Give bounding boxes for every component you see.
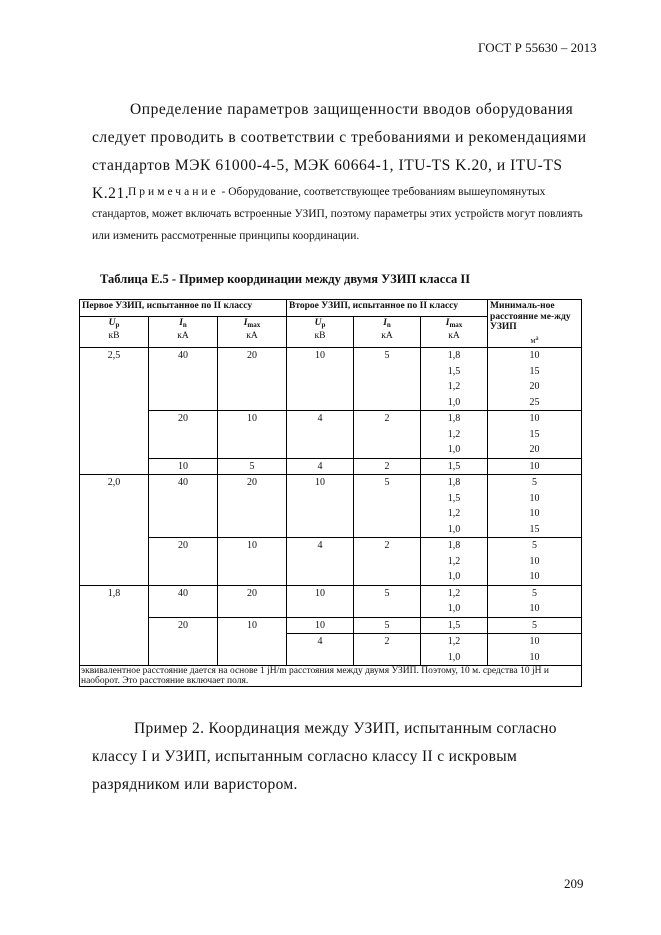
table-row — [80, 475, 582, 538]
cell-imax-second-value: 1,2 — [447, 636, 461, 647]
example-2-text: Пример 2. Координация между УЗИП, испытанным согласно классу I и УЗИП, испытанным согласно классу II с искровым разрядником или варистором. — [92, 720, 557, 793]
cell-up-second: 4 — [287, 538, 354, 586]
cell-min-distance — [488, 617, 582, 634]
cell-min-distance-value: 15 — [529, 428, 540, 440]
note-label: Примечание — [128, 186, 219, 198]
cell-imax-second — [421, 411, 488, 459]
cell-min-distance-value: 10 — [529, 651, 540, 663]
cell-imax-second-value: 1,2 — [447, 587, 461, 599]
cell-min-distance-value: 10 — [529, 571, 540, 582]
cell-min-distance-value: 10 — [529, 492, 540, 504]
cell-in-first: 10 — [149, 458, 218, 475]
min-distance-unit-sup: а — [535, 333, 539, 342]
header-second-spd: Второе УЗИП, испытанное по II классу — [287, 300, 488, 317]
table-footnote: эквивалентное расстояние дается на основе 1 jH/m расстояния между двумя УЗИП. Поэтому, 10 м. средства 10 jH и наоборот. Это расстояние включает поля. — [80, 666, 582, 687]
in-sub: n — [182, 320, 187, 329]
table-header-row — [80, 300, 582, 317]
cell-in-first: 40 — [149, 475, 218, 538]
cell-up-first: 2,5 — [80, 348, 149, 475]
table-row — [80, 348, 582, 411]
cell-up-second: 4 — [287, 634, 354, 666]
cell-imax-second-value: 1,2 — [447, 381, 461, 392]
cell-in-first: 40 — [149, 348, 218, 411]
cell-min-distance-value: 15 — [529, 365, 540, 377]
cell-min-distance — [488, 585, 582, 617]
cell-in-second: 5 — [354, 348, 421, 411]
table-row — [80, 458, 582, 475]
cell-imax-second-value: 1,0 — [447, 571, 461, 582]
cell-imax-second — [421, 634, 488, 666]
cell-imax-second — [421, 348, 488, 411]
cell-imax-second-value: 1,5 — [447, 460, 461, 472]
in-symbol: I — [179, 317, 183, 328]
up-sub: p — [115, 320, 120, 329]
cell-imax-first: 20 — [218, 348, 287, 411]
cell-in-second: 2 — [354, 411, 421, 459]
cell-imax-second-value: 1,2 — [447, 508, 461, 519]
min-distance-label: Минималь-ное расстояние ме-жду УЗИП — [490, 301, 571, 332]
cell-imax-second-value: 1,0 — [447, 444, 461, 455]
note — [92, 181, 602, 247]
cell-imax-second — [421, 617, 488, 634]
up-symbol: U — [108, 317, 116, 328]
up-sub: p — [321, 320, 326, 329]
document-header: ГОСТ Р 55630 – 2013 — [478, 40, 597, 55]
cell-imax-second-value: 1,5 — [447, 365, 461, 377]
cell-min-distance-value: 10 — [529, 508, 540, 519]
cell-imax-second — [421, 475, 488, 538]
cell-min-distance-value: 10 — [529, 350, 540, 361]
in-sub: n — [386, 320, 391, 329]
up-symbol: U — [314, 317, 322, 328]
cell-up-second: 4 — [287, 458, 354, 475]
cell-in-second: 2 — [354, 538, 421, 586]
min-distance-unit: м — [530, 335, 536, 345]
cell-imax-second — [421, 458, 488, 475]
cell-imax-second-value: 1,8 — [447, 413, 461, 424]
header-in-2 — [354, 316, 421, 347]
table-row — [80, 617, 582, 634]
cell-imax-first: 20 — [218, 475, 287, 538]
cell-min-distance-value: 20 — [529, 444, 540, 455]
cell-imax-second-value: 1,0 — [447, 603, 461, 614]
coordination-table — [79, 299, 582, 687]
example-2-paragraph — [92, 715, 602, 799]
in-symbol: I — [383, 317, 387, 328]
unit-kv: кВ — [314, 330, 326, 341]
cell-imax-second-value: 1,5 — [447, 492, 461, 504]
cell-imax-second-value: 1,2 — [447, 555, 461, 567]
cell-in-second: 2 — [354, 634, 421, 666]
unit-ka: кА — [177, 330, 189, 341]
cell-up-second: 10 — [287, 585, 354, 617]
header-up-2 — [287, 316, 354, 347]
header-min-distance — [488, 300, 582, 348]
cell-imax-second-value: 1,2 — [447, 428, 461, 440]
table-footnote-row — [80, 666, 582, 687]
cell-imax-second-value: 1,8 — [447, 540, 461, 551]
unit-ka: кА — [448, 330, 460, 341]
cell-imax-second — [421, 585, 488, 617]
cell-min-distance — [488, 538, 582, 586]
cell-min-distance — [488, 458, 582, 475]
header-up-1 — [80, 316, 149, 347]
cell-in-first: 20 — [149, 538, 218, 586]
cell-min-distance — [488, 475, 582, 538]
cell-imax-first: 10 — [218, 617, 287, 666]
imax-sub: max — [449, 320, 463, 329]
cell-min-distance-value: 10 — [529, 460, 540, 472]
cell-in-second: 5 — [354, 585, 421, 617]
cell-imax-first: 10 — [218, 411, 287, 459]
cell-up-first: 2,0 — [80, 475, 149, 586]
cell-min-distance-value: 10 — [529, 603, 540, 614]
cell-imax-first: 10 — [218, 538, 287, 586]
header-imax-2 — [421, 316, 488, 347]
page-number: 209 — [564, 876, 584, 891]
table-row — [80, 585, 582, 617]
cell-imax-second — [421, 538, 488, 586]
cell-min-distance — [488, 634, 582, 666]
cell-in-second: 2 — [354, 458, 421, 475]
cell-min-distance-value: 10 — [529, 413, 540, 424]
cell-imax-second-value: 1,0 — [447, 651, 461, 663]
paragraph-text: Определение параметров защищенности вводов оборудования следует проводить в соответствии с требованиями и рекомендациями стандартов МЭК 61000-4-5, МЭК 60664-1, ITU-TS K.20, и ITU-TS K.21. — [92, 101, 587, 202]
cell-imax-second-value: 1,8 — [447, 477, 461, 488]
cell-min-distance — [488, 411, 582, 459]
cell-min-distance-value: 5 — [532, 587, 538, 599]
header-in-1 — [149, 316, 218, 347]
cell-up-first: 1,8 — [80, 585, 149, 666]
cell-in-second: 5 — [354, 617, 421, 634]
cell-min-distance-value: 10 — [529, 636, 540, 647]
cell-min-distance — [488, 348, 582, 411]
cell-in-second: 5 — [354, 475, 421, 538]
cell-min-distance-value: 10 — [529, 555, 540, 567]
cell-imax-second-value: 1,0 — [447, 523, 461, 535]
unit-ka: кА — [246, 330, 258, 341]
imax-sub: max — [247, 320, 261, 329]
cell-min-distance-value: 25 — [529, 396, 540, 408]
cell-imax-second-value: 1,8 — [447, 350, 461, 361]
cell-imax-first: 5 — [218, 458, 287, 475]
note-text: - Оборудование, соответствующее требованиям вышеупомянутых стандартов, может включать встроенные УЗИП, поэтому параметры этих устройств могут повлиять или изменить рассмотренные принципы координации. — [92, 186, 583, 242]
cell-min-distance-value: 5 — [532, 477, 538, 488]
cell-in-first: 20 — [149, 617, 218, 666]
cell-in-first: 40 — [149, 585, 218, 617]
cell-imax-first: 20 — [218, 585, 287, 617]
table-caption: Таблица Е.5 - Пример координации между двумя УЗИП класса II — [100, 272, 471, 286]
cell-imax-second-value: 1,5 — [447, 619, 461, 631]
cell-min-distance-value: 15 — [529, 523, 540, 535]
cell-up-second: 10 — [287, 348, 354, 411]
cell-in-first: 20 — [149, 411, 218, 459]
cell-up-second: 10 — [287, 617, 354, 634]
cell-min-distance-value: 5 — [532, 619, 538, 631]
imax-symbol: I — [445, 317, 450, 328]
cell-imax-second-value: 1,0 — [447, 396, 461, 408]
table-row — [80, 538, 582, 586]
unit-kv: кВ — [108, 330, 120, 341]
header-imax-1 — [218, 316, 287, 347]
table-body — [80, 348, 582, 666]
cell-min-distance-value: 20 — [529, 381, 540, 392]
table-row — [80, 411, 582, 459]
cell-min-distance-value: 5 — [532, 540, 538, 551]
header-first-spd: Первое УЗИП, испытанное по II классу — [80, 300, 287, 317]
cell-up-second: 10 — [287, 475, 354, 538]
imax-symbol: I — [243, 317, 248, 328]
unit-ka: кА — [381, 330, 393, 341]
cell-up-second: 4 — [287, 411, 354, 459]
